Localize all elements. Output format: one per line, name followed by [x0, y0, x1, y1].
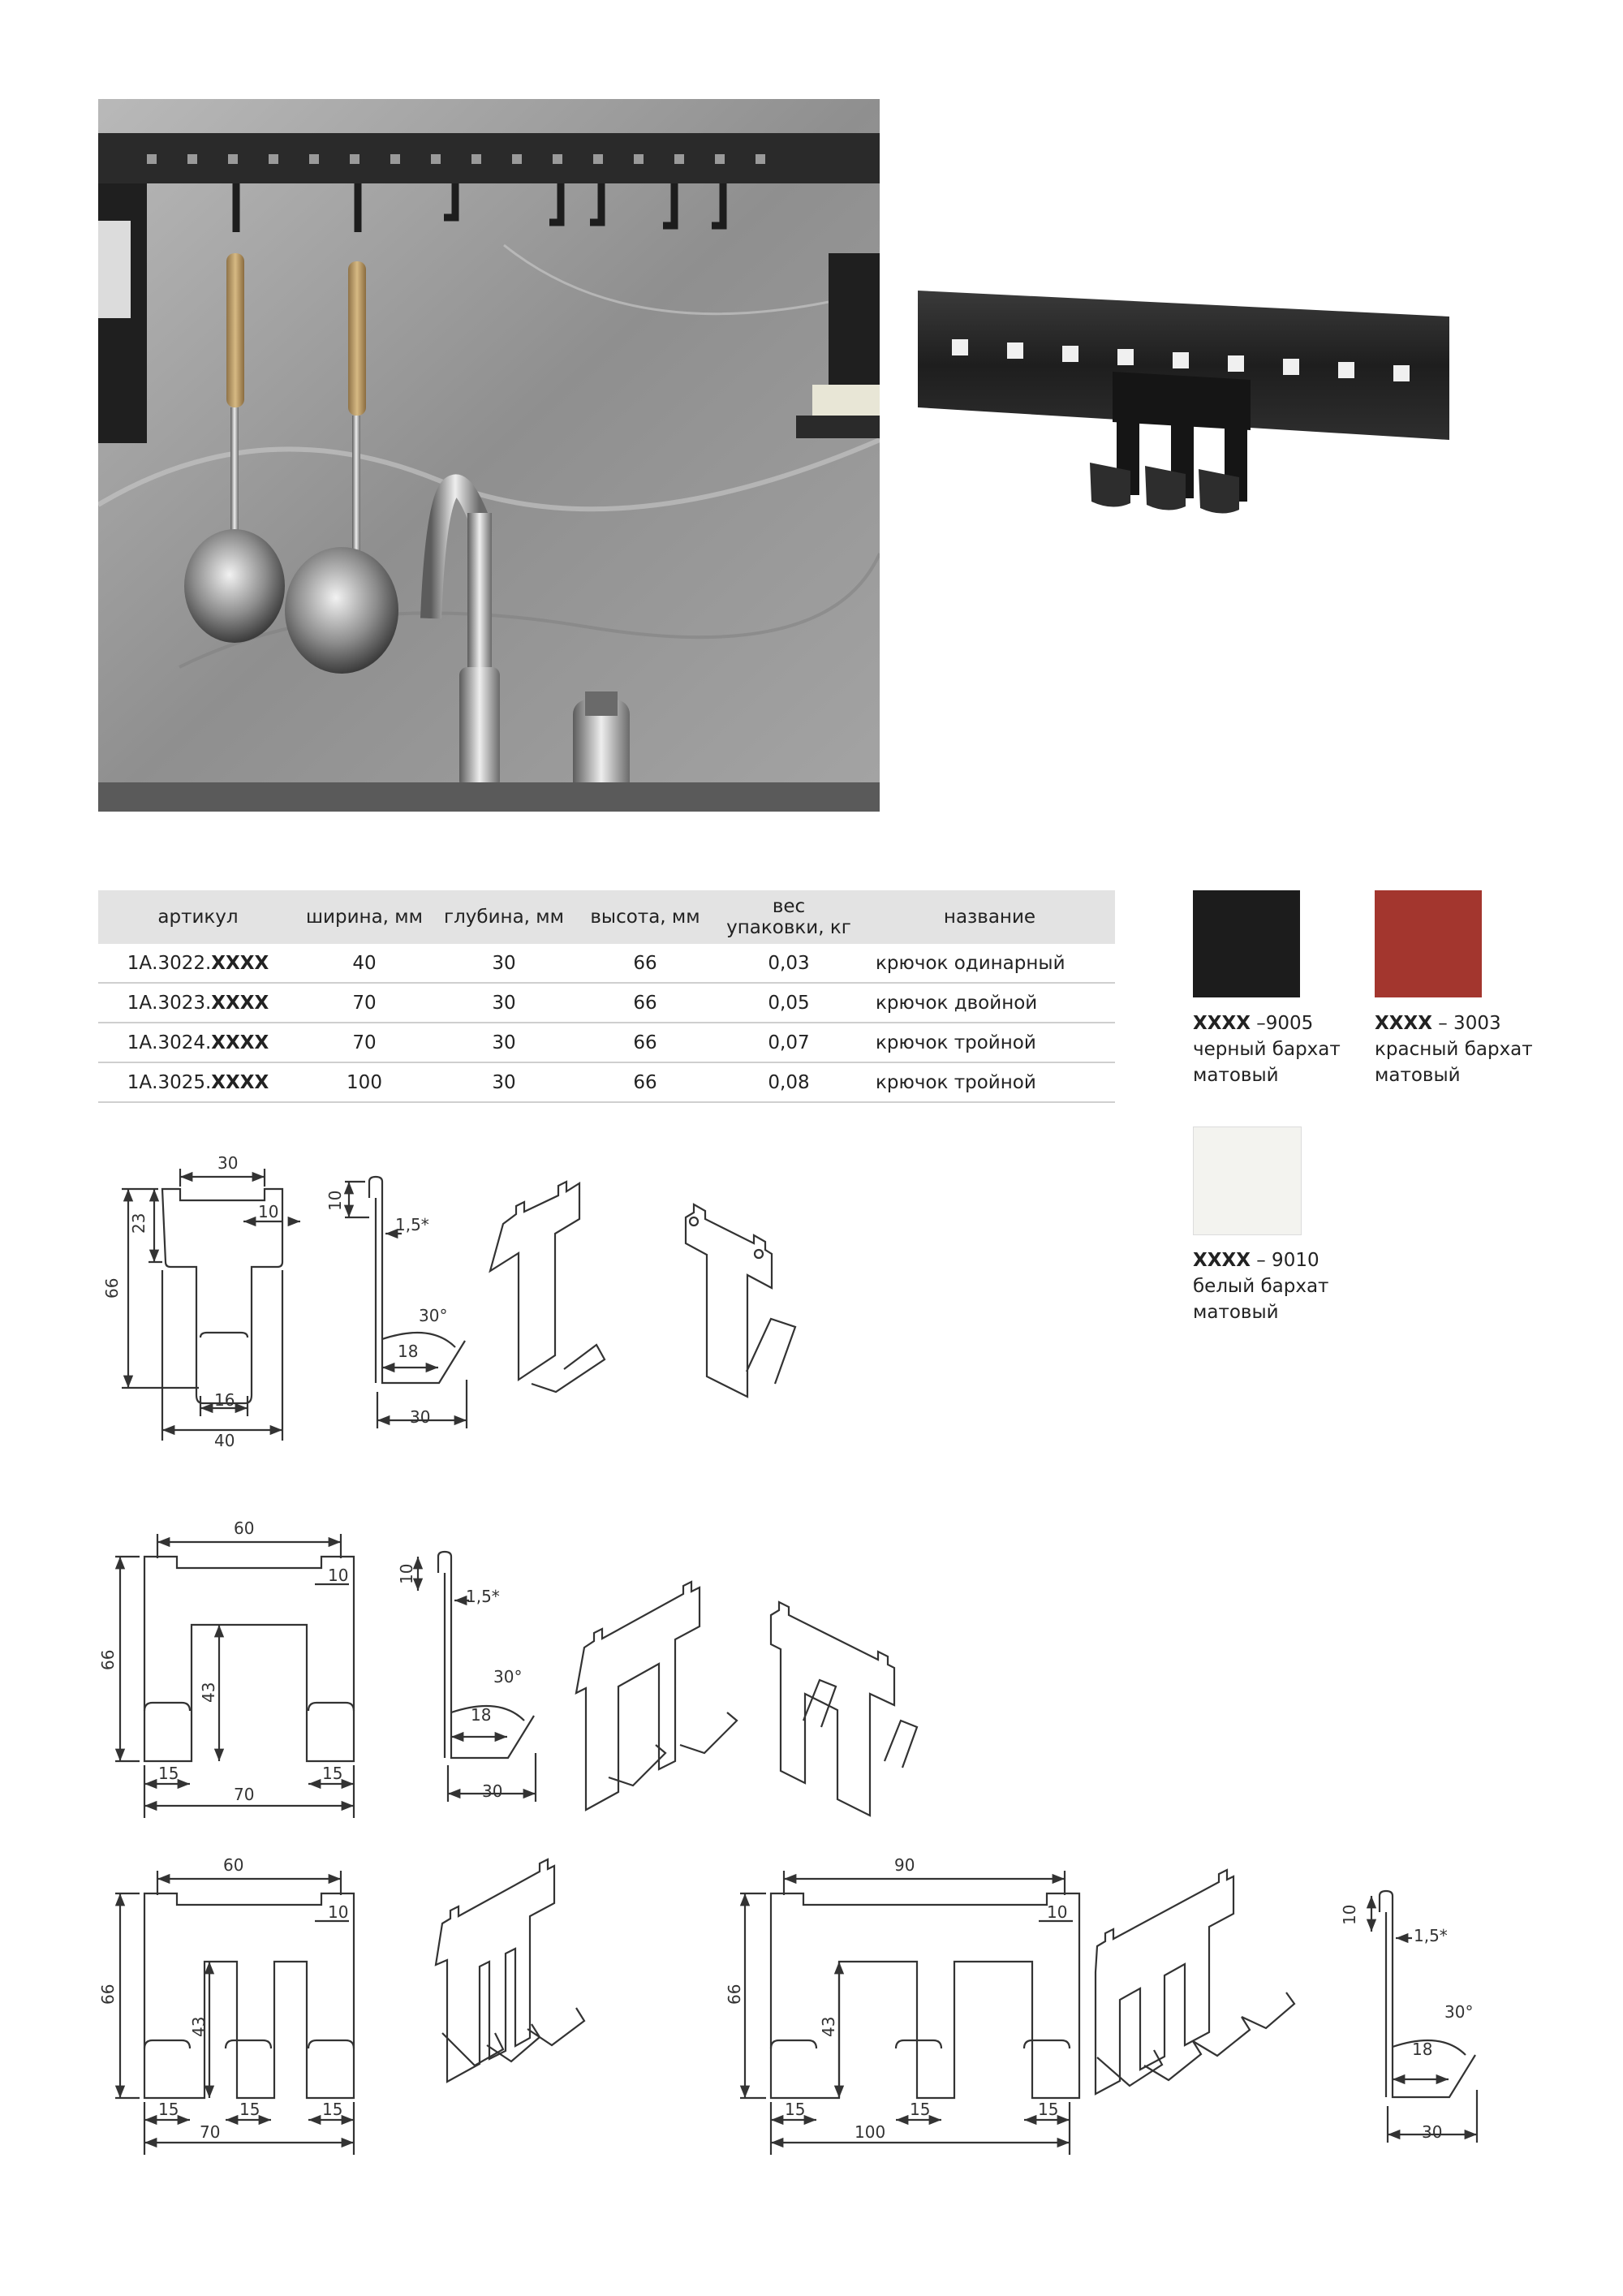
cell-height: 66: [577, 944, 713, 983]
cell-article: 1А.3022.XXXX: [98, 944, 298, 983]
col-header-weight: вес упаковки, кг: [713, 890, 864, 944]
dim-label: 23: [129, 1213, 149, 1234]
table-row: [98, 983, 1115, 1023]
triple-hook-photo: [918, 187, 1449, 747]
single-hook-front-view: [122, 1169, 300, 1441]
swatch-black-label: XXXX –9005 черный бархат матовый: [1193, 1013, 1341, 1086]
dim-label: 60: [223, 1855, 244, 1875]
dim-label: 30: [1422, 2122, 1443, 2142]
dim-label: 30: [482, 1781, 503, 1801]
cell-weight: 0,08: [713, 1062, 864, 1102]
cell-name: крючок двойной: [864, 983, 1115, 1023]
dim-label: 15: [1038, 2100, 1059, 2119]
triple-hook-100-side-profile: [1371, 1891, 1477, 2143]
cell-weight: 0,03: [713, 944, 864, 983]
spec-table: [98, 890, 1115, 1103]
triple-hook-100-iso-view: [1096, 1870, 1294, 2094]
dim-label: 40: [214, 1431, 235, 1450]
cell-depth: 30: [431, 944, 577, 983]
dim-label: 66: [98, 1649, 118, 1670]
table-row: [98, 944, 1115, 983]
table-row: [98, 1062, 1115, 1102]
dim-label: 15: [158, 2100, 179, 2119]
dim-label: 66: [102, 1277, 122, 1299]
cell-width: 70: [298, 1023, 431, 1062]
triple-hook-100-front-view: [740, 1871, 1079, 2155]
dim-label: 30°: [419, 1306, 448, 1325]
dim-label: 1,5*: [1414, 1926, 1448, 1945]
cell-article: 1А.3023.XXXX: [98, 983, 298, 1023]
dim-label: 30°: [493, 1667, 523, 1686]
dim-label: 100: [855, 2122, 886, 2142]
dim-label: 66: [725, 1984, 744, 2005]
dim-label: 30: [217, 1153, 239, 1173]
cell-height: 66: [577, 983, 713, 1023]
cell-weight: 0,05: [713, 983, 864, 1023]
dim-label: 15: [910, 2100, 931, 2119]
dim-label: 70: [234, 1785, 255, 1804]
dim-label: 18: [471, 1705, 492, 1725]
dim-label: 10: [258, 1202, 279, 1221]
col-header-depth: глубина, мм: [431, 890, 577, 944]
swatch-white: [1193, 1126, 1302, 1235]
cell-width: 100: [298, 1062, 431, 1102]
dim-label: 15: [158, 1764, 179, 1783]
cell-height: 66: [577, 1023, 713, 1062]
cell-depth: 30: [431, 983, 577, 1023]
dim-label: 30: [410, 1407, 431, 1427]
triple-hook-photo-illustration: [918, 187, 1449, 747]
dim-label: 16: [214, 1390, 235, 1410]
kitchen-rail-photo-illustration: [98, 99, 880, 812]
col-header-article: артикул: [98, 890, 298, 944]
dim-label: 1,5*: [466, 1587, 500, 1606]
table-row: [98, 1023, 1115, 1062]
table-header-row: [98, 890, 1115, 944]
col-header-width: ширина, мм: [298, 890, 431, 944]
col-header-name: название: [864, 890, 1115, 944]
col-header-height: высота, мм: [577, 890, 713, 944]
dim-label: 66: [98, 1984, 118, 2005]
dim-label: 43: [189, 2016, 209, 2037]
cell-name: крючок тройной: [864, 1023, 1115, 1062]
cell-name: крючок тройной: [864, 1062, 1115, 1102]
dim-label: 10: [328, 1566, 349, 1585]
cell-article: 1А.3024.XXXX: [98, 1023, 298, 1062]
dim-label: 30°: [1444, 2002, 1474, 2022]
cell-depth: 30: [431, 1062, 577, 1102]
dim-label: 1,5*: [395, 1215, 429, 1234]
dim-label: 10: [325, 1190, 345, 1211]
dim-label: 60: [234, 1518, 255, 1538]
dim-label: 15: [322, 1764, 343, 1783]
dim-label: 10: [1340, 1904, 1359, 1925]
cell-name: крючок одинарный: [864, 944, 1115, 983]
dim-label: 18: [398, 1342, 419, 1361]
dim-label: 15: [239, 2100, 260, 2119]
dim-label: 15: [322, 2100, 343, 2119]
triple-hook-70-front-view: [115, 1871, 354, 2155]
cell-article: 1А.3025.XXXX: [98, 1062, 298, 1102]
single-hook-iso-views: [490, 1182, 795, 1397]
dim-label: 43: [819, 2016, 838, 2037]
swatch-black: [1193, 890, 1300, 997]
cell-width: 40: [298, 944, 431, 983]
double-hook-side-profile: [418, 1552, 536, 1802]
swatch-red-label: XXXX – 3003 красный бархат матовый: [1375, 1013, 1533, 1086]
dim-label: 18: [1412, 2040, 1433, 2059]
double-hook-iso-views: [576, 1582, 917, 1816]
dim-label: 10: [1047, 1902, 1068, 1922]
swatch-red: [1375, 890, 1482, 997]
dim-label: 10: [397, 1563, 416, 1584]
dim-label: 43: [199, 1682, 218, 1703]
cell-width: 70: [298, 983, 431, 1023]
dim-label: 15: [785, 2100, 806, 2119]
double-hook-front-view: [115, 1534, 354, 1818]
dim-label: 10: [328, 1902, 349, 1922]
dim-label: 90: [894, 1855, 915, 1875]
cell-height: 66: [577, 1062, 713, 1102]
single-hook-side-profile: [345, 1177, 467, 1428]
triple-hook-70-iso-view: [436, 1859, 584, 2082]
kitchen-rail-photo: [98, 99, 880, 812]
cell-depth: 30: [431, 1023, 577, 1062]
cell-weight: 0,07: [713, 1023, 864, 1062]
dim-label: 70: [200, 2122, 221, 2142]
swatch-white-label: XXXX – 9010 белый бархат матовый: [1193, 1250, 1329, 1323]
